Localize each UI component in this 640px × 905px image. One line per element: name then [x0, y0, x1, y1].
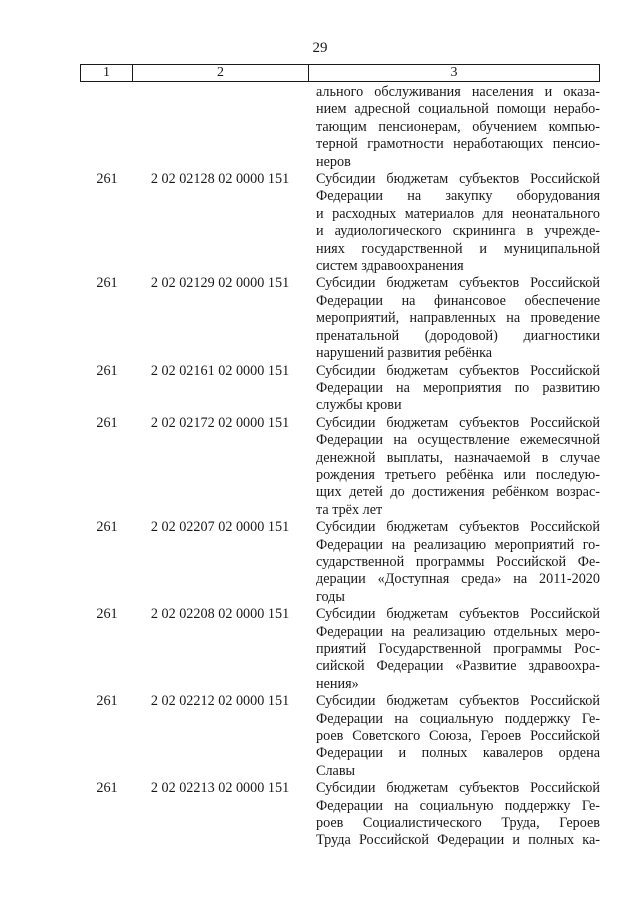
code-cell: 261	[96, 171, 118, 188]
kbk-cell: 2 02 02208 02 0000 151	[150, 606, 290, 623]
description-line: Субсидии бюджетам субъектов Российской	[316, 606, 600, 623]
description-line: Труда Российской Федерации и полных ка-	[316, 832, 600, 849]
table-row-continuation	[80, 84, 600, 171]
description-cell	[308, 606, 600, 693]
description-line: рождения третьего ребёнка или последую-	[316, 466, 600, 483]
kbk-cell: 2 02 02129 02 0000 151	[150, 275, 290, 292]
column-header-1: 1	[81, 65, 133, 81]
column-header-3: 3	[450, 65, 458, 80]
description-line: Субсидии бюджетам субъектов Российской	[316, 780, 600, 797]
description-line: Федерации на закупку оборудования	[316, 188, 600, 205]
description-line: Субсидии бюджетам субъектов Российской	[316, 275, 600, 292]
description-line: и аудиологического скрининга в учрежде-	[316, 223, 600, 240]
description-line: Субсидии бюджетам субъектов Российской	[316, 519, 600, 536]
description-line: Федерации и полных кавалеров ордена	[316, 745, 600, 762]
description-line: сударственной программы Российской Фе-	[316, 553, 600, 570]
description-line: ниях государственной и муниципальной	[316, 240, 600, 257]
description-line: Субсидии бюджетам субъектов Российской	[316, 171, 600, 188]
description-cell	[308, 780, 600, 850]
code-cell: 261	[96, 606, 118, 623]
description-line: роев Советского Союза, Героев Российской	[316, 728, 600, 745]
code-cell: 261	[96, 362, 118, 379]
code-cell: 261	[96, 693, 118, 710]
table-row	[80, 519, 600, 606]
description-line: Субсидии бюджетам субъектов Российской	[316, 362, 600, 379]
description-line: Субсидии бюджетам субъектов Российской	[316, 414, 600, 431]
description-line: Федерации на реализацию мероприятий го-	[316, 536, 600, 553]
description-line: Федерации на социальную поддержку Ге-	[316, 710, 600, 727]
page-number: 29	[312, 40, 328, 56]
description-cell	[308, 363, 600, 415]
description-line: службы крови	[316, 397, 402, 414]
table-row	[80, 275, 600, 362]
description-line: мероприятий, направленных на проведение	[316, 310, 600, 327]
description-cell	[308, 275, 600, 362]
description-cell	[308, 693, 600, 780]
description-line: Субсидии бюджетам субъектов Российской	[316, 693, 600, 710]
description-cell	[308, 84, 600, 171]
kbk-cell: 2 02 02212 02 0000 151	[150, 693, 290, 710]
table-row	[80, 606, 600, 693]
table-row	[80, 693, 600, 780]
description-line: денежной выплаты, назначаемой в случае	[316, 449, 600, 466]
description-line: и расходных материалов для неонатального	[316, 205, 600, 222]
code-cell: 261	[96, 275, 118, 292]
description-line: неров	[316, 153, 351, 170]
description-line: роев Социалистического Труда, Героев	[316, 815, 600, 832]
description-line: дерации «Доступная среда» на 2011-2020	[316, 571, 600, 588]
description-line: щих детей до достижения ребёнком возрас-	[316, 484, 600, 501]
description-line: сийской Федерации «Развитие здравоохра-	[316, 658, 600, 675]
code-cell: 261	[96, 519, 118, 536]
description-cell	[308, 519, 600, 606]
description-cell	[308, 171, 600, 275]
description-line: та трёх лет	[316, 501, 383, 518]
table-header-row	[80, 64, 600, 82]
table-body	[80, 84, 600, 850]
table-row	[80, 363, 600, 415]
description-line: нием адресной социальной помощи нерабо-	[316, 101, 600, 118]
description-line: ального обслуживания населения и оказа-	[316, 84, 600, 100]
description-line: Федерации на осуществление ежемесячной	[316, 432, 600, 449]
code-cell: 261	[96, 780, 118, 797]
description-line: систем здравоохранения	[316, 258, 464, 275]
code-cell: 261	[96, 414, 118, 431]
table-row	[80, 780, 600, 850]
kbk-cell: 2 02 02213 02 0000 151	[150, 780, 290, 797]
description-line: Федерации на социальную поддержку Ге-	[316, 797, 600, 814]
kbk-cell: 2 02 02128 02 0000 151	[150, 171, 290, 188]
description-line: Федерации на финансовое обеспечение	[316, 292, 600, 309]
description-line: приятий Государственной программы Рос-	[316, 641, 600, 657]
description-cell	[308, 415, 600, 519]
table-row	[80, 171, 600, 275]
description-line: годы	[316, 588, 345, 605]
description-line: нения»	[316, 675, 359, 692]
table-row	[80, 415, 600, 519]
description-line: тающим пенсионерам, обучением компью-	[316, 118, 600, 135]
description-line: Федерации на мероприятия по развитию	[316, 379, 600, 396]
description-line: Федерации на реализацию отдельных меро-	[316, 623, 600, 640]
kbk-cell	[132, 84, 308, 171]
kbk-cell: 2 02 02172 02 0000 151	[150, 414, 290, 431]
description-line: Славы	[316, 762, 356, 779]
kbk-cell: 2 02 02207 02 0000 151	[150, 519, 290, 536]
description-line: нарушений развития ребёнка	[316, 345, 493, 362]
column-header-2: 2	[133, 65, 309, 81]
description-line: терной грамотности неработающих пенсио-	[316, 136, 600, 153]
kbk-cell: 2 02 02161 02 0000 151	[150, 362, 290, 379]
code-cell	[80, 84, 132, 171]
description-line: пренатальной (дородовой) диагностики	[316, 327, 600, 344]
